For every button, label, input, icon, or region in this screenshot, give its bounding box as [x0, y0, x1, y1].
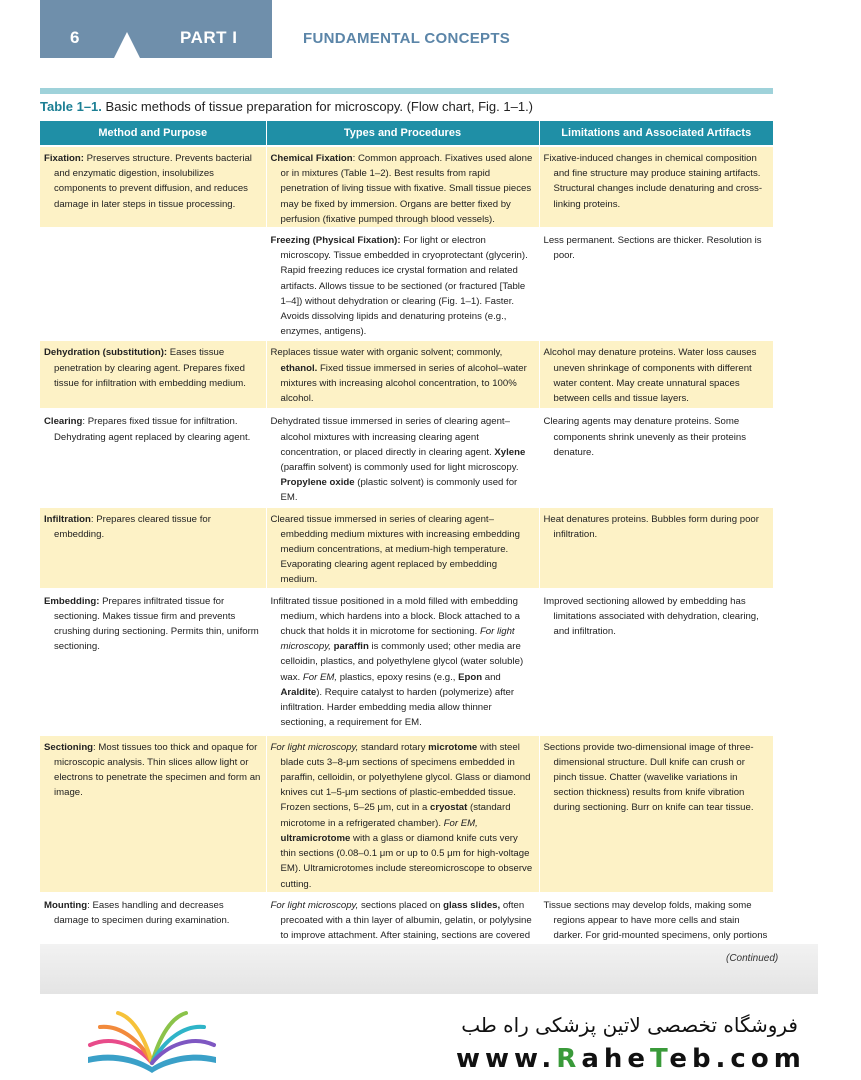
method-cell [40, 409, 266, 506]
table-row-sectioning [40, 735, 773, 893]
method-cell [40, 735, 266, 893]
limitation-text: Sections provide two-dimensional image of three-dimensional structure. Dull knife can crush or pinch tissue. Chatter (wavelike variations in section thickness) results from knife vibration during sectioning. Burr on knife can tear tissue. [543, 741, 754, 814]
procedure-text: : Common approach. Fixatives used alone or in mixtures (Table 1–2). Best results from rapid penetration of living tissue with fixative. Small tissue pieces may be fixed by immersion. Organs are better fixed by perfusion (fixative pumped through blood vessels). [280, 153, 533, 225]
continued-note: (Continued) [726, 953, 779, 964]
procedure-term: glass slides, [443, 899, 501, 911]
method-cell [40, 146, 266, 228]
procedure-term: Xylene [494, 446, 526, 458]
limitation-cell [539, 589, 773, 735]
open-book-logo-icon [82, 1005, 222, 1075]
method-cell-empty [40, 228, 266, 340]
procedure-term: ultramicrotome [280, 832, 351, 844]
method-text: : Prepares cleared tissue for embedding. [54, 513, 211, 540]
procedure-term: Freezing (Physical Fixation): [270, 235, 401, 247]
procedure-cell: For light microscopy, standard rotary microtome with steel blade cuts 3–8-μm sections of specimens embedded in paraffin, celloidin, or polyethylene glycol. Glass or diamond knives cut 1–5-μm sections of plastic-embedded tissue. Frozen sections, 5–25 μm, cut in a cryostat (standard microtome in a refrigerated chamber). For EM, ultramicrotome with a glass or diamond knife cuts very thin sections (0.08–0.1 μm or up to 0.5 μm for high-voltage EM). Ultramicrotomes include stereomicroscope to observe cutting. [266, 735, 539, 893]
procedure-term: ethanol. [280, 362, 318, 374]
page-number: 6 [70, 28, 80, 47]
page-bottom-shadow [40, 944, 818, 994]
table-row-embedding [40, 589, 773, 735]
procedure-term: paraffin [333, 641, 369, 653]
procedure-text: Replaces tissue water with organic solvent; commonly, [270, 347, 503, 359]
table-title: Basic methods of tissue preparation for microscopy. (Flow chart, Fig. 1–1.) [105, 99, 534, 114]
method-text: Preserves structure. Prevents bacterial and enzymatic digestion, insolubilizes components to prevent diffusion, and reduces damage in later steps in tissue processing. [54, 153, 252, 210]
method-text: Prepares infiltrated tissue for sectioning. Makes tissue firm and prevents crushing during sectioning. Permits thin, uniform sectioning. [54, 595, 259, 653]
table-caption [40, 99, 533, 114]
table-header-row [40, 121, 773, 146]
method-text: : Most tissues too thick and opaque for microscopic analysis. Thin slices allow light or electrons to penetrate the specimen and form an image. [54, 741, 261, 799]
procedure-text: For light or electron microscopy. Tissue embedded in cryoprotectant (glycerin). Rapid freezing reduces ice crystal formation and related artifacts. Allows tissue to be sectioned (or fractured [Table 1–4]) without dehydration or clearing (Fig. 1–1). Faster. Avoids dissolving lipids and denaturing proteins (e.g., enzymes, antigens). [280, 235, 528, 338]
method-term: Sectioning [44, 741, 94, 753]
method-term: Fixation: [44, 153, 84, 164]
limitation-text: Heat denatures proteins. Bubbles form during poor infiltration. [543, 513, 759, 540]
col-header-method: Method and Purpose [40, 121, 266, 146]
method-text: Eases tissue penetration by clearing agent. Prepares fixed tissue for infiltration with embedding medium. [54, 347, 246, 389]
table-label: Table 1–1. [40, 99, 102, 114]
section-title: FUNDAMENTAL CONCEPTS [303, 30, 511, 47]
table-top-rule [40, 88, 773, 94]
procedure-cell [266, 340, 539, 409]
limitation-text: Tissue sections may develop folds, making some regions appear to have more cells and stain darker. For grid-mounted specimens, only portions [543, 899, 768, 942]
table-row-infiltration [40, 507, 773, 589]
tissue-preparation-table [40, 121, 773, 991]
method-term: Mounting [44, 899, 88, 911]
procedure-cell [266, 507, 539, 589]
procedure-term: microtome [428, 741, 478, 753]
limitation-cell [539, 146, 773, 228]
method-term: Embedding: [44, 595, 100, 607]
procedure-cell: Infiltrated tissue positioned in a mold filled with embedding medium, which hardens into a block. Block attached to a chuck that holds it in microtome for sectioning. For light microscopy, paraffin is commonly used; other media are celloidin, plastics, and polyethylene glycol (water soluble) wax. For EM, plastics, epoxy resins (e.g., Epon and Araldite). Require catalyst to harden (polymerize) after infiltration. Harder embedding media allow thinner sectioning, a requirement for EM. [266, 589, 539, 735]
table-row-fixation [40, 146, 773, 228]
limitation-cell [539, 507, 773, 589]
limitation-cell [539, 409, 773, 506]
method-text: : Eases handling and decreases damage to specimen during examination. [54, 899, 230, 926]
limitation-cell [539, 340, 773, 409]
procedure-cell [266, 146, 539, 228]
method-cell [40, 340, 266, 409]
procedure-cell: Dehydrated tissue immersed in series of clearing agent–alcohol mixtures with increasing clearing agent concentration, or placed directly in clearing agent. Xylene (paraffin solvent) is commonly used for light microscopy. Propylene oxide (plastic solvent) is commonly used for EM. [266, 409, 539, 506]
procedure-cell: For light microscopy, sections placed on glass slides, often precoated with a thin layer of albumin, gelatin, or polylysine to improve attachment. After staining, sections are covered [266, 893, 539, 991]
method-cell [40, 507, 266, 589]
method-cell [40, 589, 266, 735]
procedure-term: Chemical Fixation [270, 153, 353, 164]
procedure-term: cryostat [430, 802, 468, 814]
part-label: PART I [180, 28, 238, 47]
limitation-text: Clearing agents may denature proteins. Some components shrink unevenly as their proteins denature. [543, 416, 747, 458]
limitation-text: Fixative-induced changes in chemical composition and fine structure may produce staining artifacts. Structural changes include denaturing and cross-linking proteins. [543, 153, 763, 210]
header-notch [114, 32, 140, 58]
col-header-types: Types and Procedures [266, 121, 539, 146]
table-row-clearing [40, 409, 773, 506]
method-term: Infiltration [44, 513, 91, 525]
method-term: Clearing [44, 416, 83, 428]
procedure-term: Epon [458, 671, 483, 683]
shop-name: فروشگاه تخصصی لاتین پزشکی راه طب [461, 1013, 798, 1037]
limitation-cell [539, 735, 773, 893]
procedure-term: Propylene oxide [280, 477, 355, 489]
shop-url: www.RaheTeb.com [456, 1044, 806, 1074]
limitation-text: Improved sectioning allowed by embedding has limitations associated with dehydration, clearing, and infiltration. [543, 595, 759, 638]
limitation-text: Less permanent. Sections are thicker. Resolution is poor. [543, 235, 762, 262]
method-text: : Prepares fixed tissue for infiltration. Dehydrating agent replaced by clearing agent. [54, 416, 251, 443]
procedure-text: Cleared tissue immersed in series of clearing agent–embedding medium mixtures with increasing embedding medium concentrations, at medium-high temperature. Evaporating clearing agent replaced by embedding medium. [270, 513, 520, 586]
limitation-text: Alcohol may denature proteins. Water loss causes uneven shrinkage of components with different water content. May create unnatural spaces between cells and tissue layers. [543, 347, 757, 405]
procedure-term: Araldite [280, 686, 317, 698]
limitation-cell [539, 228, 773, 340]
col-header-limitations: Limitations and Associated Artifacts [539, 121, 773, 146]
method-term: Dehydration (substitution): [44, 347, 168, 359]
procedure-text-after: Fixed tissue immersed in series of alcohol–water mixtures with increasing alcohol concentration, to 100% alcohol. [280, 362, 527, 405]
table-row-dehydration [40, 340, 773, 409]
table-row-freezing [40, 228, 773, 340]
procedure-cell [266, 228, 539, 340]
